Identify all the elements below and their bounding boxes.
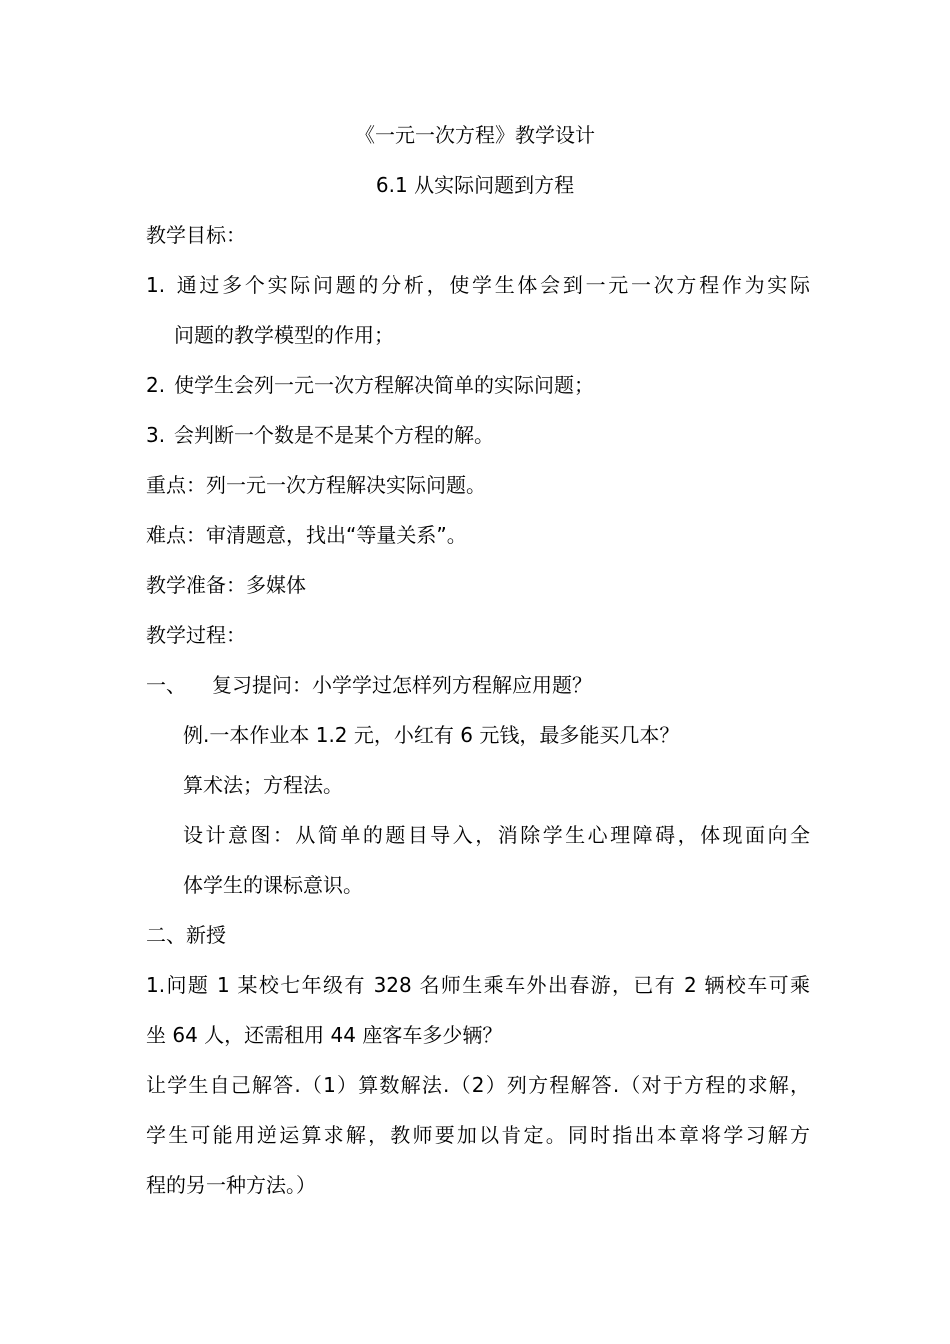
objective-item-1-continued: 问题的教学模型的作用； <box>174 323 394 347</box>
objective-item-1 <box>146 272 810 298</box>
section-1-intent: 设计意图：从简单的题目导入，消除学生心理障碍，体现面向全 <box>183 823 810 847</box>
document-title: 《一元一次方程》教学设计 <box>355 123 595 147</box>
objective-text: 会判断一个数是不是某个方程的解。 <box>174 423 494 447</box>
objectives-heading: 教学目标： <box>146 223 246 247</box>
answer-paragraph-line-3: 程的另一种方法。） <box>146 1173 316 1197</box>
key-point: 重点：列一元一次方程解决实际问题。 <box>146 473 486 497</box>
answer-paragraph-line-2: 学生可能用逆运算求解，教师要加以肯定。同时指出本章将学习解方 <box>146 1123 810 1147</box>
section-1-heading <box>146 672 810 698</box>
objective-number: 1. <box>146 273 166 297</box>
teaching-preparation: 教学准备：多媒体 <box>146 573 306 597</box>
difficult-point: 难点：审清题意，找出“等量关系”。 <box>146 523 467 547</box>
document-subtitle: 6.1 从实际问题到方程 <box>375 173 575 197</box>
objective-number: 3. <box>146 423 166 447</box>
objective-item-2 <box>146 372 810 398</box>
section-2-heading: 二、新授 <box>146 923 226 947</box>
section-title: 复习提问：小学学过怎样列方程解应用题？ <box>212 673 592 697</box>
problem-1-continued: 坐 64 人，还需租用 44 座客车多少辆？ <box>146 1023 503 1047</box>
objective-text: 使学生会列一元一次方程解决简单的实际问题； <box>174 373 594 397</box>
objective-number: 2. <box>146 373 166 397</box>
answer-paragraph-line-1: 让学生自己解答.（1）算数解法.（2）列方程解答.（对于方程的求解， <box>146 1073 810 1097</box>
section-1-intent-continued: 体学生的课标意识。 <box>183 873 363 897</box>
section-1-example: 例.一本作业本 1.2 元，小红有 6 元钱，最多能买几本？ <box>183 723 680 747</box>
section-1-methods: 算术法；方程法。 <box>183 773 343 797</box>
problem-1: 1.问题 1 某校七年级有 328 名师生乘车外出春游，已有 2 辆校车可乘 <box>146 973 810 997</box>
process-heading: 教学过程： <box>146 623 246 647</box>
section-number: 一、 <box>146 673 186 697</box>
objective-text: 通过多个实际问题的分析，使学生体会到一元一次方程作为实际 <box>174 273 810 297</box>
objective-item-3 <box>146 422 810 448</box>
